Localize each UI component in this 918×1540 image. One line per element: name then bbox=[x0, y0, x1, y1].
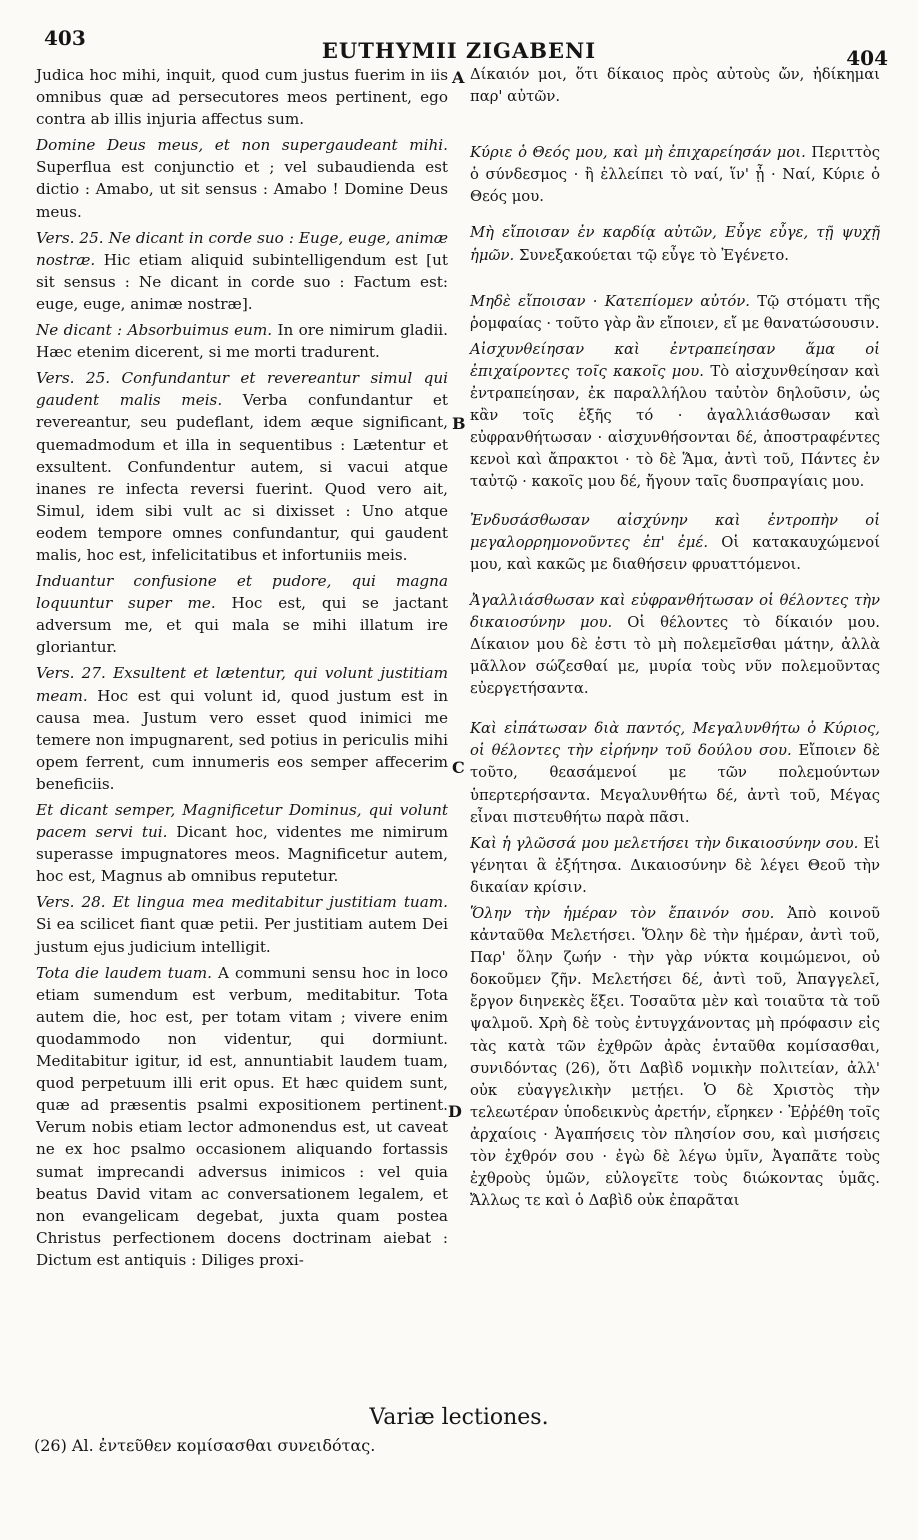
margin-marker-c: C bbox=[452, 758, 465, 777]
latin-paragraph: Judica hoc mihi, inquit, quod cum justus fuerim in iis omnibus quæ ad persecutores meos pertinent, ego contra ab illis injuria affectus sum. bbox=[36, 66, 448, 129]
latin-paragraph: Ne dicant : Absorbuimus eum. In ore nimirum gladii. Hæc etenim dicerent, si me morti tradurent. bbox=[36, 321, 448, 362]
running-title: EUTHYMII ZIGABENI bbox=[321, 38, 597, 63]
greek-paragraph: Ἐνδυσάσθωσαν αἰσχύνην καὶ ἐντροπὴν οἱ μεγαλορρημονοῦντες ἐπ' ἐμέ. Οἱ κατακαυχώμενοί μου, καὶ κακῶς με διαθήσειν φρυαττόμενοι. bbox=[470, 511, 880, 573]
variae-lectiones-heading: Variæ lectiones. bbox=[369, 1405, 549, 1430]
footnote-26: (26) Al. ἐντεῦθεν κομίσασθαι συνειδότας. bbox=[34, 1436, 376, 1455]
margin-marker-d: D bbox=[448, 1102, 462, 1121]
page-header bbox=[0, 26, 918, 70]
greek-paragraph: Καὶ εἰπάτωσαν διὰ παντός, Μεγαλυνθήτω ὁ Κύριος, οἱ θέλοντες τὴν εἰρήνην τοῦ δούλου σου. Εἴποιεν δὲ τοῦτο, θεασάμενοί με τῶν πολεμούντων ὑπερτερήσαντα. Μεγαλυνθήτω δέ, ἀντὶ τοῦ, Μέγας εἶναι πιστευθήτω παρὰ πᾶσι. bbox=[470, 720, 880, 826]
latin-paragraph: Induantur confusione et pudore, qui magna loquuntur super me. Hoc est, qui se jactant adversum me, et qui mala se mihi illatum ire gloriantur. bbox=[36, 572, 448, 657]
page-number-left: 403 bbox=[44, 26, 86, 50]
greek-paragraph: Μηδὲ εἴποισαν · Κατεπίομεν αὐτόν. Τῷ στόματι τῆς ῥομφαίας · τοῦτο γὰρ ἂν εἴποιεν, εἴ με θανατώσουσιν. bbox=[470, 292, 880, 332]
latin-paragraph: Vers. 28. Et lingua mea meditabitur justitiam tuam. Si ea scilicet fiant quæ petii. Per justitiam autem Dei justum ejus judicium intelligit. bbox=[36, 893, 448, 956]
latin-paragraph: Vers. 25. Ne dicant in corde suo : Euge, euge, animæ nostræ. Hic etiam aliquid subintelligendum est [ut sit sensus : Ne dicant in corde suo : Factum est: euge, euge, animæ nostræ]. bbox=[36, 228, 448, 313]
margin-marker-b: B bbox=[452, 414, 466, 433]
margin-marker-a: A bbox=[452, 68, 465, 87]
greek-paragraph: Καὶ ἡ γλῶσσά μου μελετήσει τὴν δικαιοσύνην σου. Εἰ γένηται ἃ ἐξήτησα. Δικαιοσύνην δὲ λέγει Θεοῦ τὴν δικαίαν κρίσιν. bbox=[470, 834, 881, 896]
latin-column bbox=[36, 64, 448, 1275]
greek-paragraph: Δίκαιόν μοι, ὅτι δίκαιος πρὸς αὐτοὺς ὤν, ἠδίκημαι παρ' αὐτῶν. bbox=[470, 66, 880, 106]
latin-paragraph: Domine Deus meus, et non supergaudeant mihi. Superflua est conjunctio et ; vel subaudienda est dictio : Amabo, ut sit sensus : Amabo ! Domine Deus meus. bbox=[36, 136, 448, 221]
page-number-right: 404 bbox=[846, 46, 888, 70]
greek-paragraph: Κύριε ὁ Θεός μου, καὶ μὴ ἐπιχαρείησάν μοι. Περιττὸς ὁ σύνδεσμος · ἢ ἐλλείπει τὸ ναί, ἵν' ᾖ · Ναί, Κύριε ὁ Θεός μου. bbox=[470, 144, 880, 206]
latin-paragraph: Vers. 27. Exsultent et lætentur, qui volunt justitiam meam. Hoc est qui volunt id, quod justum est in causa mea. Justum vero esset quod inimici me temere non impugnarent, sed potius in periculis mihi opem ferrent, cum innumeris eos semper affecerim beneficiis. bbox=[36, 664, 448, 793]
latin-paragraph: Vers. 25. Confundantur et revereantur simul qui gaudent malis meis. Verba confundantur et revereantur, seu pudeflant, idem æque significant, quemadmodum et illa in sequentibus : Lætentur et exsultent. Confundentur autem, si vacui atque inanes re infecta reversi fuerint. Quod vero ait, Simul, idem sibi vult ac si dixisset : Uno atque eodem tempore omnes confundantur, qui gaudent malis, hoc est, infelicitatibus et infortuniis meis. bbox=[36, 369, 448, 564]
greek-column bbox=[470, 64, 880, 1216]
latin-paragraph: Et dicant semper, Magnificetur Dominus, qui volunt pacem servi tui. Dicant hoc, videntes me nimirum superasse impugnatores meos. Magnificetur autem, hoc est, Magnus ab omnibus reputetur. bbox=[36, 801, 448, 886]
greek-paragraph: Αἰσχυνθείησαν καὶ ἐντραπείησαν ἅμα οἱ ἐπιχαίροντες τοῖς κακοῖς μου. Τὸ αἰσχυνθείησαν καὶ ἐντραπείησαν, ἐκ παραλλήλου ταὐτὸν δηλοῦσιν, ὡς κἂν τοῖς ἑξῆς τό · ἀγαλλιάσθωσαν καὶ εὐφρανθήτωσαν · αἰσχυνθήσονται δέ, ἀποστραφέντες κενοὶ καὶ ἄπρακτοι · τὸ δὲ Ἅμα, ἀντὶ τοῦ, Πάντες ἐν ταὐτῷ · κακοῖς μου δέ, ἤγουν ταῖς δυσπραγίαις μου. bbox=[470, 340, 880, 491]
greek-paragraph: Ὅλην τὴν ἡμέραν τὸν ἔπαινόν σου. Ἀπὸ κοινοῦ κἀνταῦθα Μελετήσει. Ὅλην δὲ τὴν ἡμέραν, ἀντὶ τοῦ, Παρ' ὅλην ζωήν · τὴν γὰρ νύκτα κοιμώμενοι, οὐ δοκοῦμεν ζῆν. Μελετήσει δέ, ἀντὶ τοῦ, Ἀπαγγελεῖ, ἔργον διηνεκὲς ἕξει. Τοσαῦτα μὲν καὶ τοιαῦτα τὰ τοῦ ψαλμοῦ. Χρὴ δὲ τοὺς ἐντυγχάνοντας μὴ πρόφασιν εἰς τὰς κατὰ τῶν ἐχθρῶν ἀρὰς ἐνταῦθα κομίσασθαι, συνιδόντας (26), ὅτι Δαβὶδ νομικὴν πολιτείαν, ἀλλ' οὐκ εὐαγγελικὴν μετῄει. Ὁ δὲ Χριστὸς τὴν τελεωτέραν ὑποδεικνὺς ἀρετήν, εἴρηκεν · Ἐῤῥέθη τοῖς ἀρχαίοις · Ἀγαπήσεις τὸν πλησίον σου, καὶ μισήσεις τὸν ἐχθρόν σου · ἐγὼ δὲ λέγω ὑμῖν, Ἀγαπᾶτε τοὺς ἐχθροὺς ὑμῶν, εὐλογεῖτε τοὺς διώκοντας ὑμᾶς. Ἄλλως τε καὶ ὁ Δαβὶδ οὐκ ἐπαρᾶται bbox=[470, 905, 880, 1210]
greek-paragraph: Ἀγαλλιάσθωσαν καὶ εὐφρανθήτωσαν οἱ θέλοντες τὴν δικαιοσύνην μου. Οἱ θέλοντες τὸ δίκαιόν μου. Δίκαιον μου δὲ ἐστι τὸ μὴ πολεμεῖσθαι μάτην, ἀλλὰ μᾶλλον σώζεσθαί με, μυρία τοὺς νῦν πολεμοῦντας εὐεργετήσαντα. bbox=[470, 591, 880, 698]
greek-paragraph: Μὴ εἴποισαν ἐν καρδίᾳ αὐτῶν, Εὖγε εὖγε, τῇ ψυχῇ ἡμῶν. Συνεξακούεται τῷ εὖγε τὸ Ἐγένετο. bbox=[470, 224, 880, 264]
latin-paragraph: Tota die laudem tuam. A communi sensu hoc in loco etiam sumendum est verbum, meditabitur. Tota autem die, hoc est, per totam vitam ; vivere enim quodammodo non videntur, qui dormiunt. Meditabitur igitur, id est, annuntiabit laudem tuam, quod perpetuum illi erit opus. Et hæc quidem sunt, quæ ad præsentis psalmi expositionem pertinent. Verum nobis etiam lector admonendus est, ut caveat ne ex hoc psalmo occasionem aliquando fortassis sumat imprecandi adversus inimicos : vel quia beatus David vitam ac conversationem legalem, et non evangelicam degebat, juxta quam postea Christus perfectionem docens doctrinam aiebat : Dictum est antiquis : Diliges proxi- bbox=[36, 963, 448, 1269]
